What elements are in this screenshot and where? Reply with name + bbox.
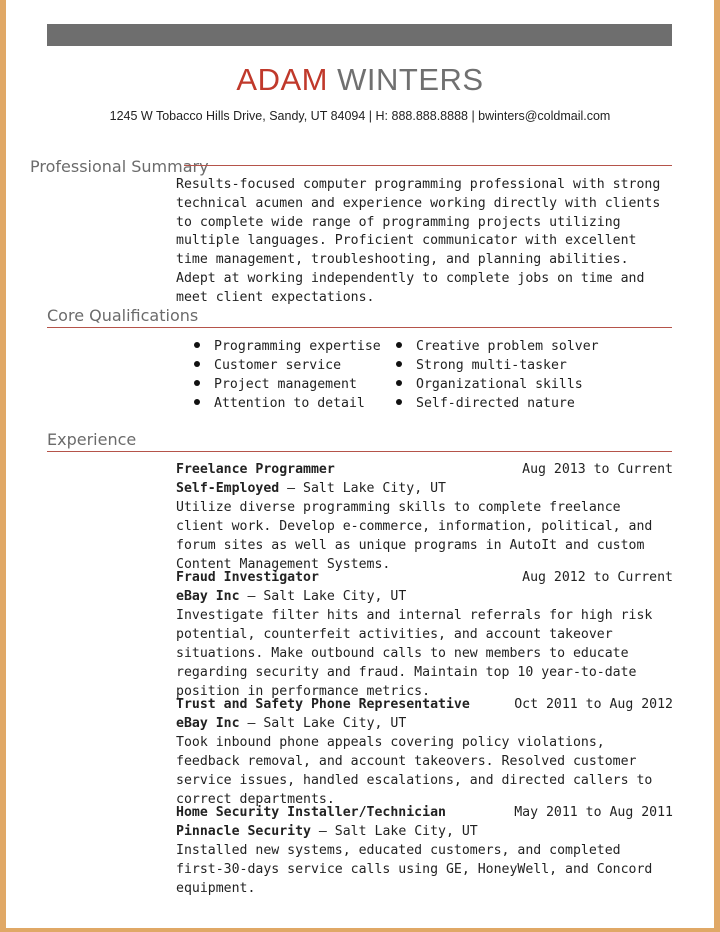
list-item: Project management: [194, 375, 381, 394]
job-location: — Salt Lake City, UT: [310, 824, 478, 839]
qualifications-right-list: [396, 337, 599, 413]
job-dates: Oct 2011 to Aug 2012: [514, 697, 673, 712]
bullet-icon: [396, 361, 402, 367]
list-item: Organizational skills: [396, 375, 599, 394]
company-name: Self-Employed: [176, 481, 280, 496]
list-item: Customer service: [194, 356, 381, 375]
list-item: Attention to detail: [194, 394, 381, 413]
job-dates: May 2011 to Aug 2011: [514, 805, 673, 820]
bullet-icon: [396, 342, 402, 348]
list-item: Creative problem solver: [396, 337, 599, 356]
job-entry: [176, 568, 673, 701]
job-title: Freelance Programmer: [176, 462, 335, 477]
company-name: eBay Inc: [176, 589, 240, 604]
bullet-icon: [194, 399, 200, 405]
job-entry: [176, 803, 673, 898]
company-name: eBay Inc: [176, 716, 240, 731]
bullet-icon: [396, 380, 402, 386]
company-name: Pinnacle Security: [176, 824, 311, 839]
summary-text: Results-focused computer programming professional with strong technical acumen and experience working directly with clients to complete wide range of programming projects utilizing multiple languages. Proficient communicator with excellent time management, troubleshooting, and planning abilities. Adept at working independently to complete jobs on time and meet client expectations.: [176, 177, 661, 305]
bullet-icon: [194, 342, 200, 348]
qualifications-rule: [47, 327, 672, 328]
last-name: WINTERS: [337, 62, 484, 97]
candidate-name: [6, 62, 714, 98]
job-description: Utilize diverse programming skills to complete freelance client work. Develop e-commerce, information, political, and forum sites as well as unique programs in AutoIt and custom Content Management Systems.: [176, 500, 653, 572]
list-item: Self-directed nature: [396, 394, 599, 413]
list-item: Programming expertise: [194, 337, 381, 356]
job-dates: Aug 2013 to Current: [522, 462, 673, 477]
bullet-icon: [194, 361, 200, 367]
bullet-icon: [396, 399, 402, 405]
list-item: Strong multi-tasker: [396, 356, 599, 375]
job-location: — Salt Lake City, UT: [279, 481, 446, 496]
job-dates: Aug 2012 to Current: [522, 570, 673, 585]
summary-rule: [184, 165, 672, 166]
experience-rule: [47, 451, 672, 452]
job-title: Fraud Investigator: [176, 570, 319, 585]
job-location: — Salt Lake City, UT: [239, 716, 407, 731]
job-description: Installed new systems, educated customers, and completed first-30-days service calls using GE, HoneyWell, and Concord equipment.: [176, 843, 653, 896]
job-entry: [176, 695, 673, 809]
job-title: Home Security Installer/Technician: [176, 805, 446, 820]
header-bar: [47, 24, 672, 46]
job-entry: [176, 460, 673, 574]
section-title-summary: Professional Summary: [30, 157, 209, 176]
qualifications-left-list: [194, 337, 381, 413]
job-description: Investigate filter hits and internal referrals for high risk potential, counterfeit activities, and account takeover situations. Make outbound calls to new members to educate regarding security and fraud. Maintain top 10 year-to-date position in performance metrics.: [176, 608, 653, 699]
section-title-qualifications: Core Qualifications: [47, 306, 199, 325]
first-name: ADAM: [236, 62, 328, 97]
section-title-experience: Experience: [47, 430, 137, 449]
job-description: Took inbound phone appeals covering policy violations, feedback removal, and account takeovers. Resolved customer service issues, handled escalations, and directed callers to correct departments.: [176, 735, 653, 807]
bullet-icon: [194, 380, 200, 386]
job-title: Trust and Safety Phone Representative: [176, 697, 470, 712]
contact-line: 1245 W Tobacco Hills Drive, Sandy, UT 84094 | H: 888.888.8888 | bwinters@coldmail.com: [109, 109, 611, 123]
resume-page: [6, 0, 714, 928]
job-location: — Salt Lake City, UT: [239, 589, 407, 604]
